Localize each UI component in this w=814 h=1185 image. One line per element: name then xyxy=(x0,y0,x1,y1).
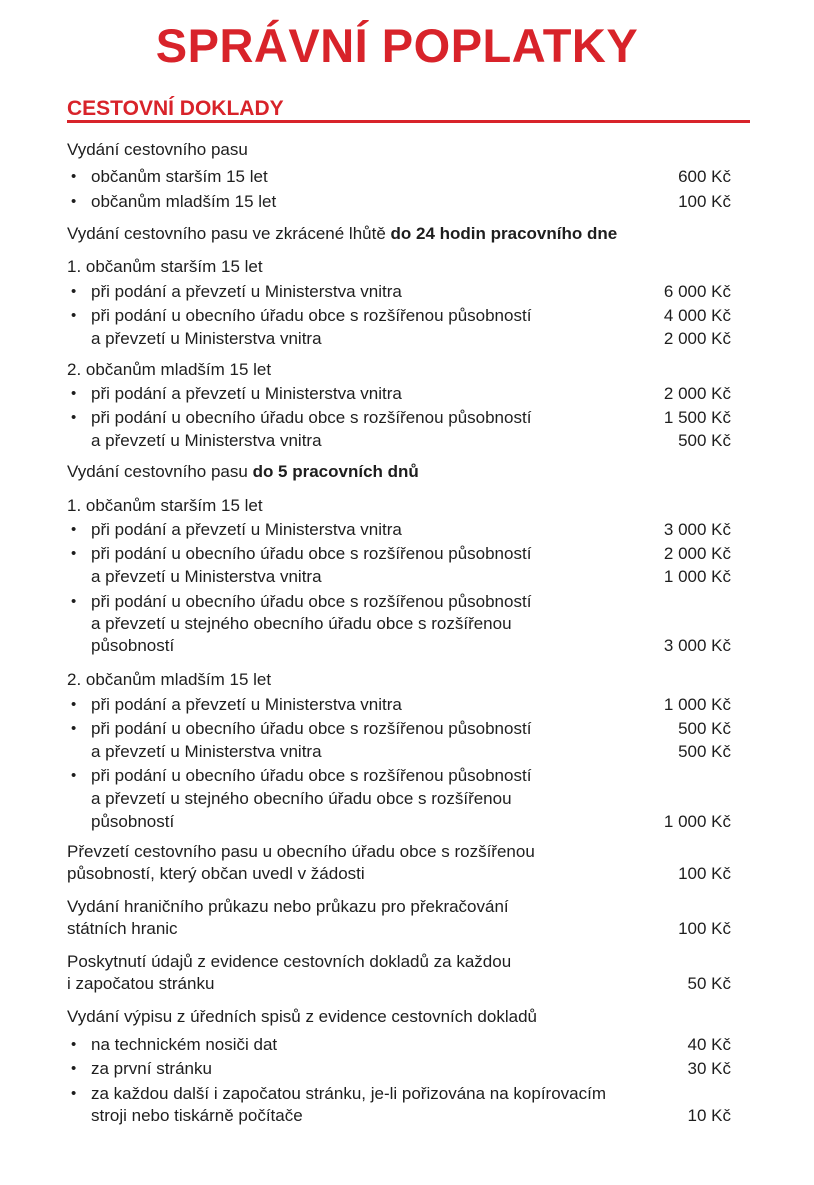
fee-label: při podání u obecního úřadu obce s rozšířenou působností xyxy=(91,408,532,427)
heading-emphasis: do 24 hodin pracovního dne xyxy=(390,224,618,243)
heading-emphasis: do 5 pracovních dnů xyxy=(252,462,419,481)
fee-label-cont: a převzetí u Ministerstva vnitra xyxy=(91,742,322,761)
fee-label: občanům starším 15 let xyxy=(91,167,268,186)
bullet: • xyxy=(71,1085,77,1102)
fee-label: při podání u obecního úřadu obce s rozšířenou působností xyxy=(91,766,532,785)
fee-price: 2 000 Kč xyxy=(663,384,731,403)
bullet: • xyxy=(71,545,77,562)
fee-price: 500 Kč xyxy=(678,742,731,761)
fee-price: 50 Kč xyxy=(687,974,731,993)
fee-label-cont: a převzetí u Ministerstva vnitra xyxy=(91,431,322,450)
bullet: • xyxy=(71,521,77,538)
bullet: • xyxy=(71,720,77,737)
bullet: • xyxy=(71,409,77,426)
extract-fee-heading: Vydání výpisu z úředních spisů z evidence cestovních dokladů xyxy=(67,1007,537,1026)
fee-price: 1 000 Kč xyxy=(663,695,731,714)
fee-price: 500 Kč xyxy=(678,431,731,450)
passport-fee-heading: Vydání cestovního pasu xyxy=(67,140,248,159)
fee-label-cont: i započatou stránku xyxy=(67,974,215,993)
fee-label: při podání u obecního úřadu obce s rozšířenou působností xyxy=(91,592,532,611)
fee-price: 3 000 Kč xyxy=(663,636,731,655)
fee-label: při podání a převzetí u Ministerstva vnitra xyxy=(91,695,402,714)
fee-price: 100 Kč xyxy=(678,192,731,211)
fee-label: při podání a převzetí u Ministerstva vnitra xyxy=(91,384,402,403)
fee-price: 10 Kč xyxy=(687,1106,731,1125)
fee-label-cont: a převzetí u Ministerstva vnitra xyxy=(91,329,322,348)
fee-label: při podání a převzetí u Ministerstva vnitra xyxy=(91,520,402,539)
bullet: • xyxy=(71,193,77,210)
fee-price: 600 Kč xyxy=(678,167,731,186)
fee-label-cont: a převzetí u stejného obecního úřadu obce s rozšířenou xyxy=(91,789,512,808)
bullet: • xyxy=(71,767,77,784)
fee-label: Poskytnutí údajů z evidence cestovních dokladů za každou xyxy=(67,952,512,971)
subgroup-label: 1. občanům starším 15 let xyxy=(67,257,263,276)
bullet: • xyxy=(71,283,77,300)
fee-price: 40 Kč xyxy=(687,1035,731,1054)
fee-price: 100 Kč xyxy=(678,919,731,938)
bullet: • xyxy=(71,307,77,324)
fee-label: na technickém nosiči dat xyxy=(91,1035,278,1054)
express-5d-heading xyxy=(67,461,419,483)
fee-label: občanům mladším 15 let xyxy=(91,192,277,211)
subgroup-label: 2. občanům mladším 15 let xyxy=(67,360,272,379)
fee-price: 2 000 Kč xyxy=(663,329,731,348)
fee-label: Převzetí cestovního pasu u obecního úřadu obce s rozšířenou xyxy=(67,842,535,861)
fee-price: 1 000 Kč xyxy=(663,812,731,831)
fee-label-cont: působností xyxy=(91,812,175,831)
bullet: • xyxy=(71,168,77,185)
bullet: • xyxy=(71,696,77,713)
fee-label-cont: a převzetí u Ministerstva vnitra xyxy=(91,567,322,586)
fee-price: 30 Kč xyxy=(687,1059,731,1078)
heading-text: Vydání cestovního pasu xyxy=(67,462,253,481)
fee-price: 3 000 Kč xyxy=(663,520,731,539)
fee-price: 1 000 Kč xyxy=(663,567,731,586)
bullet: • xyxy=(71,385,77,402)
fee-price: 4 000 Kč xyxy=(663,306,731,325)
subgroup-label: 1. občanům starším 15 let xyxy=(67,496,263,515)
fee-price: 2 000 Kč xyxy=(663,544,731,563)
subgroup-label: 2. občanům mladším 15 let xyxy=(67,670,272,689)
fee-label: za první stránku xyxy=(91,1059,212,1078)
page-title: SPRÁVNÍ POPLATKY xyxy=(155,19,639,72)
bullet: • xyxy=(71,1060,77,1077)
section-heading: CESTOVNÍ DOKLADY xyxy=(67,97,284,120)
fee-label-cont: působností xyxy=(91,636,175,655)
fee-label-cont: státních hranic xyxy=(67,919,178,938)
heading-text: Vydání cestovního pasu ve zkrácené lhůtě xyxy=(67,224,391,243)
bullet: • xyxy=(71,1036,77,1053)
fee-price: 6 000 Kč xyxy=(663,282,731,301)
fee-price: 1 500 Kč xyxy=(663,408,731,427)
fee-price: 100 Kč xyxy=(678,864,731,883)
fee-label-cont: a převzetí u stejného obecního úřadu obce s rozšířenou xyxy=(91,614,512,633)
fee-price: 500 Kč xyxy=(678,719,731,738)
fee-label: při podání a převzetí u Ministerstva vnitra xyxy=(91,282,402,301)
fee-label: za každou další i započatou stránku, je-li pořizována na kopírovacím xyxy=(91,1084,606,1103)
fee-label: při podání u obecního úřadu obce s rozšířenou působností xyxy=(91,544,532,563)
section-underline xyxy=(67,120,750,123)
fee-label: při podání u obecního úřadu obce s rozšířenou působností xyxy=(91,306,532,325)
fee-label-cont: působností, který občan uvedl v žádosti xyxy=(67,864,365,883)
bullet: • xyxy=(71,593,77,610)
fee-label: Vydání hraničního průkazu nebo průkazu pro překračování xyxy=(67,897,509,916)
express-24h-heading xyxy=(67,223,617,245)
fee-label: při podání u obecního úřadu obce s rozšířenou působností xyxy=(91,719,532,738)
fee-label-cont: stroji nebo tiskárně počítače xyxy=(91,1106,303,1125)
